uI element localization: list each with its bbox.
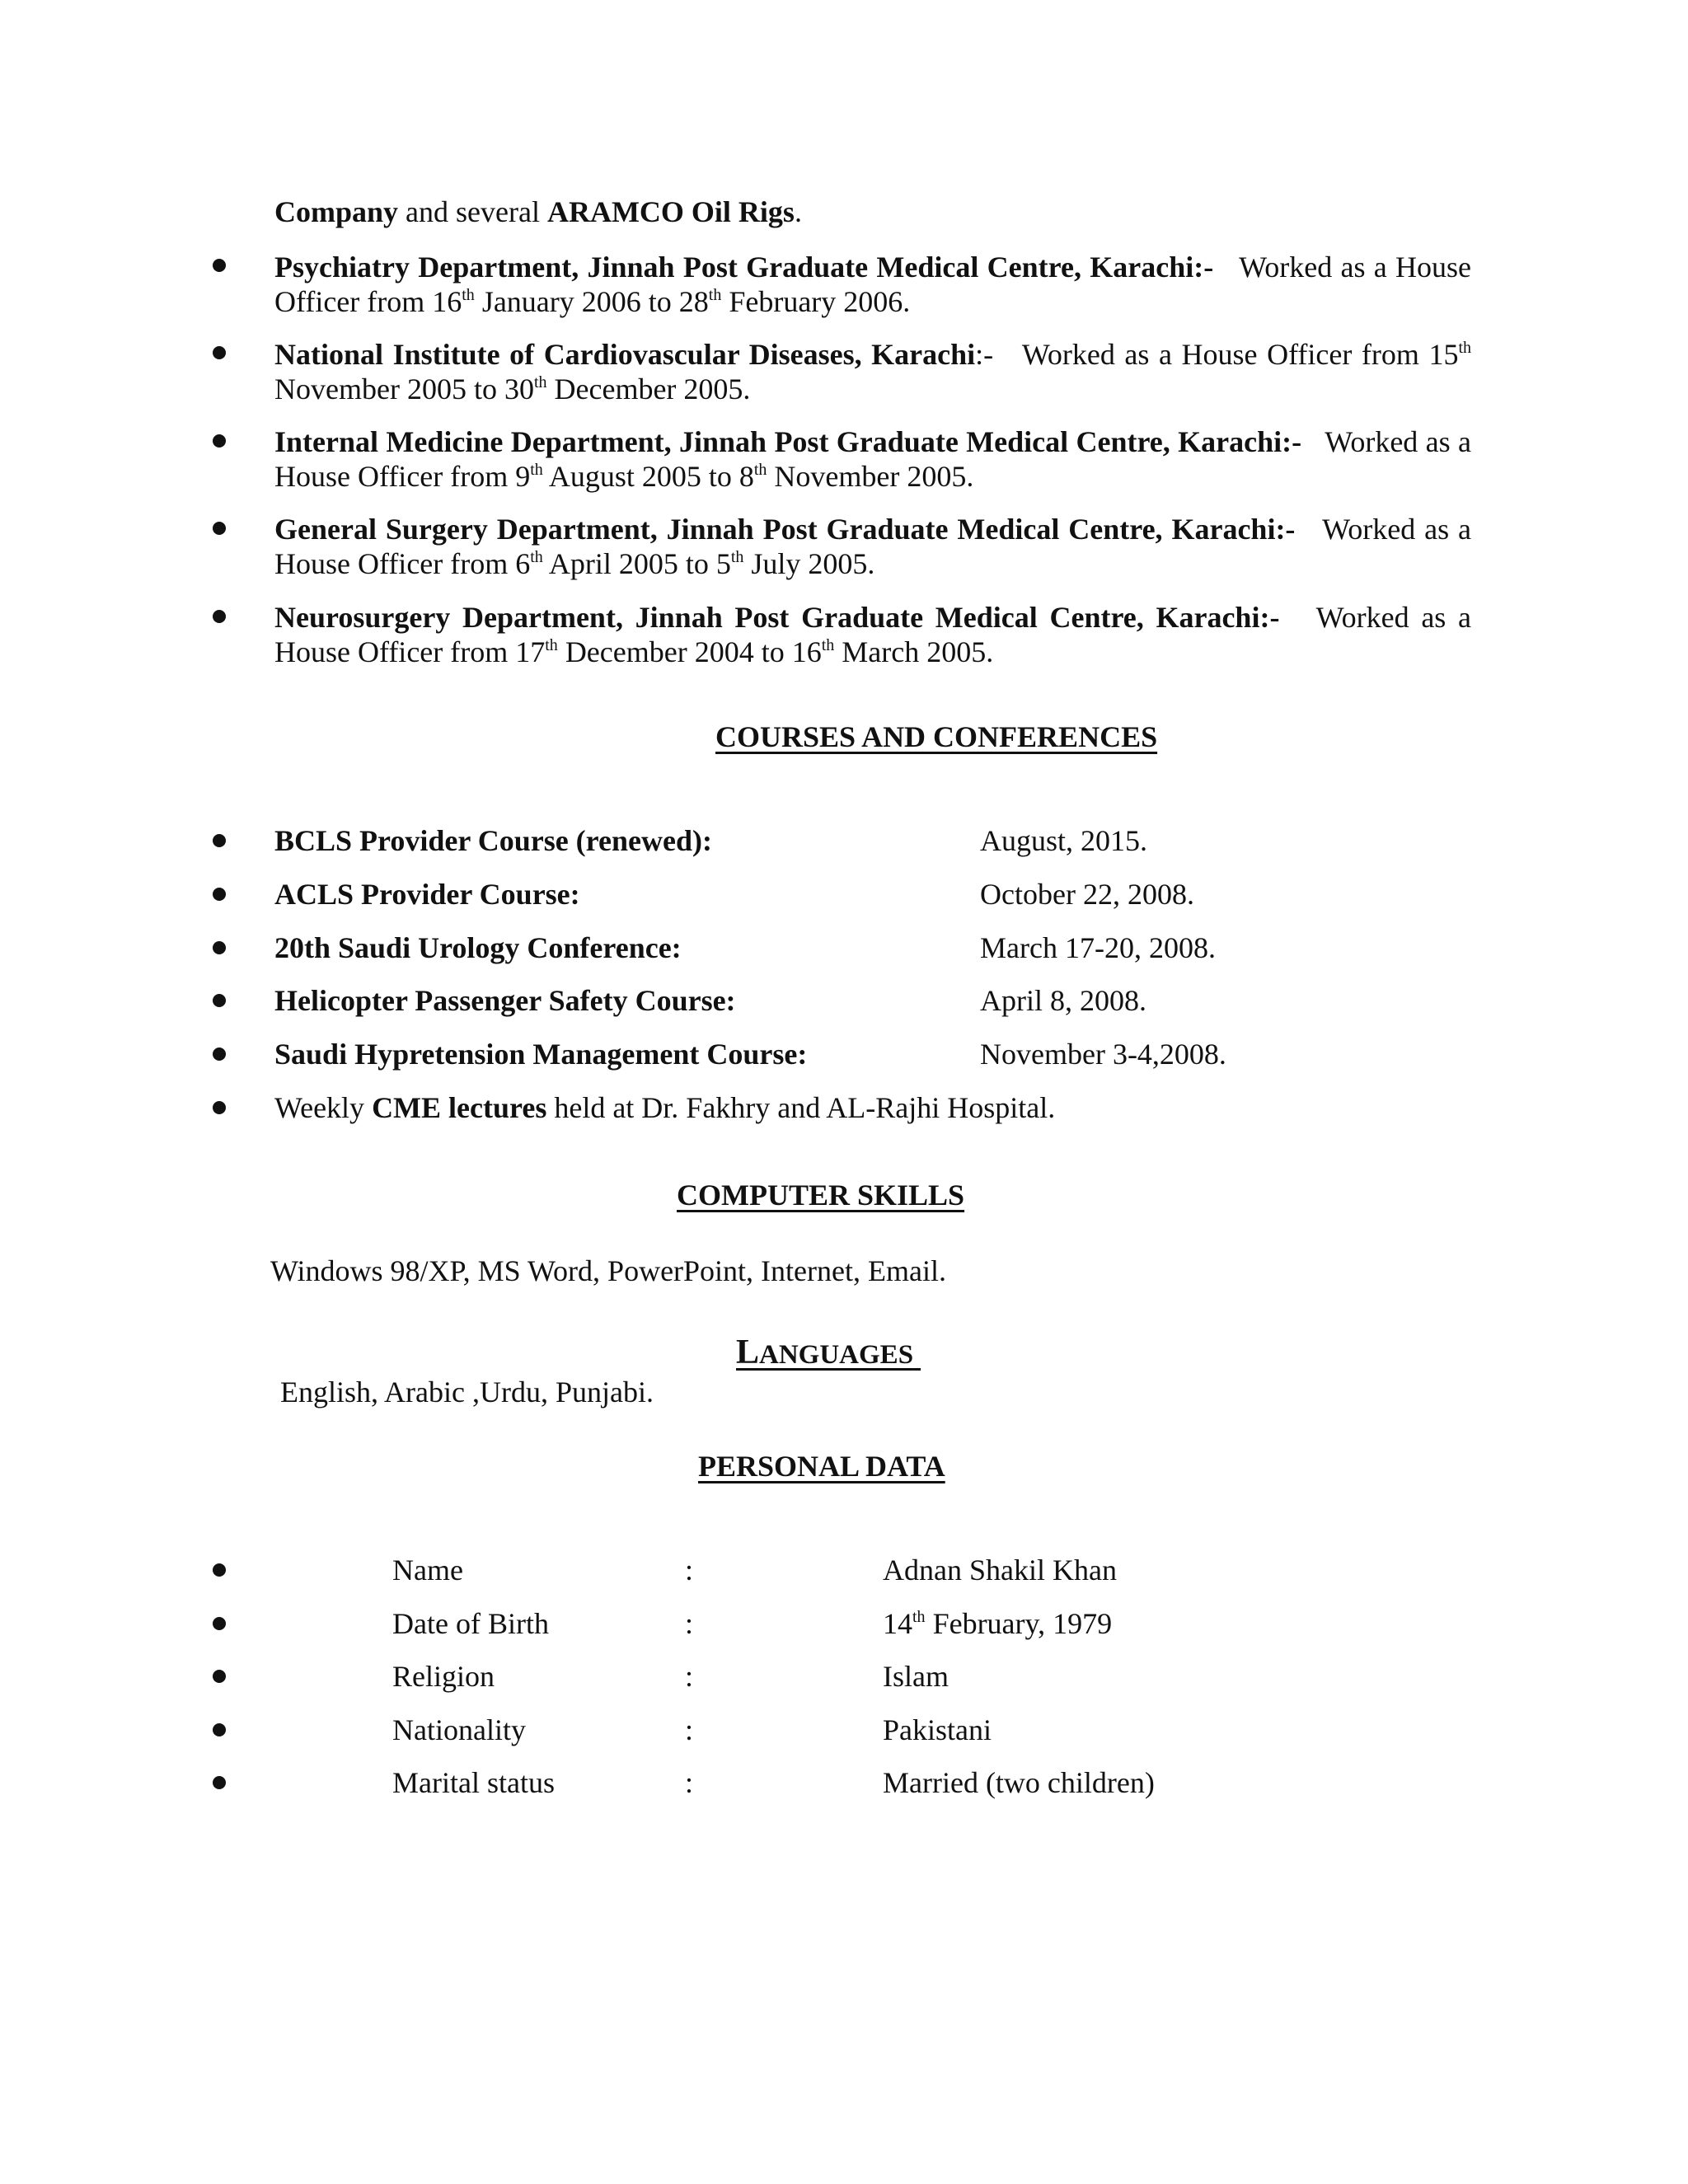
languages-heading: [736, 1335, 921, 1372]
experience-mid: August 2005 to 8: [542, 460, 754, 493]
experience-mid: April 2005 to 5: [542, 547, 731, 580]
bullet-icon: [213, 888, 226, 901]
languages-text: English, Arabic ,Urdu, Punjabi.: [280, 1376, 654, 1408]
intro-line: [274, 194, 1471, 229]
course-name: Saudi Hypretension Management Course:: [274, 1038, 808, 1071]
dob-rest: February, 1979: [925, 1607, 1113, 1640]
experience-end: March 2005.: [834, 635, 994, 668]
experience-role: Worked as a House Officer from 15: [1021, 338, 1459, 371]
bullet-icon: [213, 1670, 226, 1683]
cme-suffix: held at Dr. Fakhry and AL-Rajhi Hospital.: [546, 1091, 1056, 1124]
experience-item: [274, 424, 1471, 494]
dob-day: 14: [883, 1607, 912, 1640]
course-name: 20th Saudi Urology Conference:: [274, 931, 682, 964]
experience-place: Neurosurgery Department, Jinnah Post Graduate Medical Centre, Karachi:-: [274, 601, 1280, 634]
bullet-icon: [213, 346, 226, 359]
course-date: November 3-4,2008.: [980, 1038, 1226, 1071]
personal-separator: :: [685, 1766, 694, 1799]
ordinal-suffix: th: [530, 461, 543, 479]
courses-heading: COURSES AND CONFERENCES: [715, 720, 1158, 753]
personal-separator: :: [685, 1554, 694, 1586]
bullet-icon: [213, 434, 226, 448]
experience-end: December 2005.: [546, 373, 751, 405]
course-date: October 22, 2008.: [980, 878, 1194, 911]
computer-skills-text: Windows 98/XP, MS Word, PowerPoint, Internet, Email.: [270, 1254, 946, 1287]
and-several-text: and several: [398, 195, 547, 228]
ordinal-suffix: th: [1458, 339, 1472, 357]
company-text: Company: [274, 195, 399, 228]
experience-item: [274, 512, 1471, 581]
experience-place: General Surgery Department, Jinnah Post Graduate Medical Centre, Karachi:-: [274, 513, 1296, 546]
experience-sep: :-: [975, 338, 994, 371]
cme-bold: CME lectures: [372, 1091, 547, 1124]
course-name: ACLS Provider Course:: [274, 878, 580, 911]
experience-mid: December 2004 to 16: [557, 635, 822, 668]
ordinal-suffix: th: [530, 548, 543, 566]
bullet-icon: [213, 1617, 226, 1630]
ordinal-suffix: th: [708, 286, 722, 304]
experience-item: [274, 337, 1471, 406]
bullet-icon: [213, 941, 226, 954]
experience-place: National Institute of Cardiovascular Diseases, Karachi: [274, 338, 976, 371]
intro-period: .: [794, 195, 802, 228]
personal-value: Islam: [883, 1660, 949, 1693]
experience-end: July 2005.: [743, 547, 875, 580]
personal-value: [883, 1606, 1112, 1641]
course-date: August, 2015.: [980, 824, 1148, 857]
personal-label: Marital status: [392, 1766, 555, 1799]
personal-separator: :: [685, 1607, 694, 1640]
personal-value: Pakistani: [883, 1713, 992, 1746]
bullet-icon: [213, 1723, 226, 1736]
experience-mid: November 2005 to 30: [274, 373, 534, 405]
experience-end: February 2006.: [721, 285, 911, 318]
experience-place: Psychiatry Department, Jinnah Post Graduate Medical Centre, Karachi:-: [274, 251, 1214, 284]
experience-place: Internal Medicine Department, Jinnah Post Graduate Medical Centre, Karachi:-: [274, 425, 1302, 458]
personal-value: Adnan Shakil Khan: [883, 1554, 1117, 1586]
experience-item: [274, 250, 1471, 319]
course-name: BCLS Provider Course (renewed):: [274, 824, 712, 857]
cme-prefix: Weekly: [274, 1091, 373, 1124]
ordinal-suffix: th: [753, 461, 767, 479]
bullet-icon: [213, 834, 226, 847]
bullet-icon: [213, 259, 226, 272]
languages-heading-rest: ANGUAGES: [759, 1340, 914, 1370]
bullet-icon: [213, 1101, 226, 1114]
ordinal-suffix: th: [545, 636, 558, 654]
ordinal-suffix: th: [730, 548, 744, 566]
personal-separator: :: [685, 1713, 694, 1746]
ordinal-suffix: th: [462, 286, 475, 304]
ordinal-suffix: th: [912, 1608, 926, 1626]
bullet-icon: [213, 610, 226, 623]
personal-separator: :: [685, 1660, 694, 1693]
personal-label: Date of Birth: [392, 1607, 549, 1640]
bullet-icon: [213, 1047, 226, 1061]
personal-label: Name: [392, 1554, 463, 1586]
experience-role: Worked as a House Officer from 9: [274, 425, 1472, 493]
ordinal-suffix: th: [533, 373, 547, 391]
cme-line: [274, 1090, 1055, 1125]
personal-label: Religion: [392, 1660, 495, 1693]
computer-skills-heading: COMPUTER SKILLS: [677, 1179, 965, 1212]
experience-role: Worked as a House Officer from 17: [274, 601, 1472, 668]
experience-mid: January 2006 to 28: [474, 285, 709, 318]
bullet-icon: [213, 1563, 226, 1577]
aramco-text: ARAMCO Oil Rigs: [546, 195, 795, 228]
ordinal-suffix: th: [821, 636, 835, 654]
course-date: March 17-20, 2008.: [980, 931, 1216, 964]
experience-end: November 2005.: [767, 460, 974, 493]
experience-role: Worked as a House Officer from 16: [274, 251, 1472, 318]
bullet-icon: [213, 522, 226, 535]
experience-item: [274, 600, 1471, 669]
course-date: April 8, 2008.: [980, 984, 1146, 1017]
personal-data-heading: PERSONAL DATA: [698, 1450, 945, 1483]
course-name: Helicopter Passenger Safety Course:: [274, 984, 736, 1017]
languages-heading-initial: L: [736, 1333, 760, 1371]
experience-role: Worked as a House Officer from 6: [274, 513, 1472, 580]
bullet-icon: [213, 994, 226, 1007]
personal-value: Married (two children): [883, 1766, 1155, 1799]
bullet-icon: [213, 1776, 226, 1789]
personal-label: Nationality: [392, 1713, 526, 1746]
